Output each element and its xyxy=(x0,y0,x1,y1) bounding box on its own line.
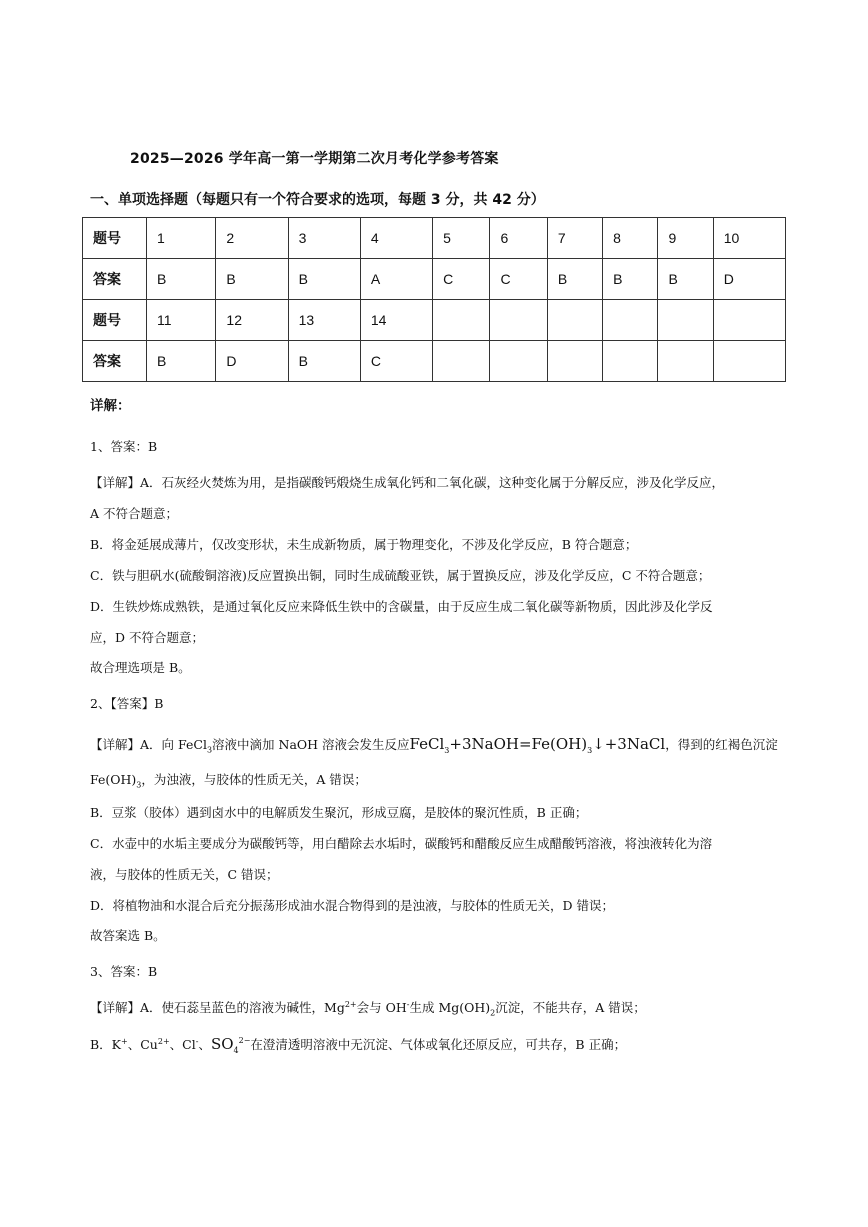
q2-explain-c: C．水壶中的水垢主要成分为碳酸钙等，用白醋除去水垢时，碳酸钙和醋酸反应生成醋酸钙溶液，将浊液转化为溶 xyxy=(90,836,713,851)
q3-explain-a: 【详解】A．使石蕊呈蓝色的溶液为碱性，$Mg^{2+}$会与 OH-生成 $Mg(OH)_2$沉淀，不能共存，A 错误； xyxy=(90,999,646,1018)
answer-table xyxy=(82,217,786,382)
table-cell xyxy=(713,341,785,382)
q1-conclusion: 故合理选项是 B。 xyxy=(90,660,191,675)
table-cell: C xyxy=(360,341,432,382)
table-cell: C xyxy=(433,259,490,300)
table-cell: B xyxy=(288,259,360,300)
q1-explain-c: C．铁与胆矾水(硫酸铜溶液)反应置换出铜，同时生成硫酸亚铁，属于置换反应，涉及化学反应，C 不符合题意； xyxy=(90,568,711,583)
table-cell xyxy=(433,300,490,341)
q2-explain-b: B．豆浆（胶体）遇到卤水中的电解质发生聚沉，形成豆腐，是胶体的聚沉性质，B 正确； xyxy=(90,805,588,820)
row-header-cell: 题号 xyxy=(83,300,147,341)
section-heading: 一、单项选择题（每题只有一个符合要求的选项，每题 3 分，共 42 分） xyxy=(90,192,545,208)
table-row xyxy=(83,300,786,341)
table-cell: B xyxy=(216,259,288,300)
q1-explain-d-cont: 应，D 不符合题意； xyxy=(90,630,204,645)
table-cell: 11 xyxy=(147,300,216,341)
q2-explain-c-cont: 液，与胶体的性质无关，C 错误； xyxy=(90,867,279,882)
table-cell: D xyxy=(216,341,288,382)
row-header-cell: 答案 xyxy=(83,259,147,300)
q1-explain-a-cont: A 不符合题意； xyxy=(90,506,179,521)
table-cell: 2 xyxy=(216,218,288,259)
table-cell: 7 xyxy=(547,218,602,259)
table-cell: B xyxy=(288,341,360,382)
table-row xyxy=(83,218,786,259)
table-cell xyxy=(713,300,785,341)
q2-conclusion: 故答案选 B。 xyxy=(90,928,166,943)
detail-heading: 详解： xyxy=(90,398,131,414)
table-cell: B xyxy=(658,259,713,300)
q3-explain-b: B．K+、$Cu^{2+}$、Cl-、$SO_4^{2-}$在澄清透明溶液中无沉淀、气体或氧化还原反应，可共存，B 正确； xyxy=(90,1035,627,1055)
table-cell: C xyxy=(490,259,547,300)
table-cell: 13 xyxy=(288,300,360,341)
q1-answer: 1、答案：B xyxy=(90,439,158,454)
table-cell: 4 xyxy=(360,218,432,259)
table-cell xyxy=(658,341,713,382)
row-header-cell: 答案 xyxy=(83,341,147,382)
reaction-equation: $FeCl_3+3NaOH=Fe(OH)_3↓+3NaCl$ xyxy=(409,735,666,755)
table-cell xyxy=(433,341,490,382)
q1-explain-a: 【详解】A．石灰经火焚炼为用，是指碳酸钙煅烧生成氧化钙和二氧化碳，这种变化属于分解反应，涉及化学反应， xyxy=(90,475,725,490)
table-cell: B xyxy=(603,259,658,300)
q1-explain-d: D．生铁炒炼成熟铁，是通过氧化反应来降低生铁中的含碳量，由于反应生成二氧化碳等新物质，因此涉及化学反 xyxy=(90,599,713,614)
row-header-cell: 题号 xyxy=(83,218,147,259)
table-cell: 5 xyxy=(433,218,490,259)
table-cell xyxy=(603,300,658,341)
table-cell: D xyxy=(713,259,785,300)
table-cell: 6 xyxy=(490,218,547,259)
q2-answer: 2、【答案】B xyxy=(90,696,164,711)
q2-explain-a: 【详解】A．向 FeCl$_3$溶液中滴加 NaOH 溶液会发生反应$FeCl_3+3NaOH=Fe(OH)_3↓+3NaCl$，得到的红褐色沉淀 xyxy=(90,735,778,755)
table-cell: B xyxy=(147,259,216,300)
table-cell xyxy=(658,300,713,341)
table-row xyxy=(83,341,786,382)
table-cell: 10 xyxy=(713,218,785,259)
q3-answer: 3、答案：B xyxy=(90,964,158,979)
table-cell: 9 xyxy=(658,218,713,259)
table-row xyxy=(83,259,786,300)
q1-explain-b: B．将金延展成薄片，仅改变形状，未生成新物质，属于物理变化，不涉及化学反应，B 符合题意； xyxy=(90,537,638,552)
table-cell: 8 xyxy=(603,218,658,259)
table-cell: 12 xyxy=(216,300,288,341)
table-cell: B xyxy=(547,259,602,300)
sulfate-ion: $SO_4^{2-}$ xyxy=(210,1035,251,1055)
table-cell xyxy=(547,341,602,382)
table-cell: B xyxy=(147,341,216,382)
table-cell: A xyxy=(360,259,432,300)
table-cell: 1 xyxy=(147,218,216,259)
table-cell: 14 xyxy=(360,300,432,341)
table-cell xyxy=(603,341,658,382)
q2-explain-a-cont: $Fe(OH)_3$，为浊液，与胶体的性质无关，A 错误； xyxy=(90,772,367,790)
q2-explain-d: D．将植物油和水混合后充分振荡形成油水混合物得到的是浊液，与胶体的性质无关，D 错误； xyxy=(90,898,615,913)
table-cell: 3 xyxy=(288,218,360,259)
page-title: 2025—2026 学年高一第一学期第二次月考化学参考答案 xyxy=(130,151,499,167)
table-cell xyxy=(547,300,602,341)
table-cell xyxy=(490,341,547,382)
table-cell xyxy=(490,300,547,341)
